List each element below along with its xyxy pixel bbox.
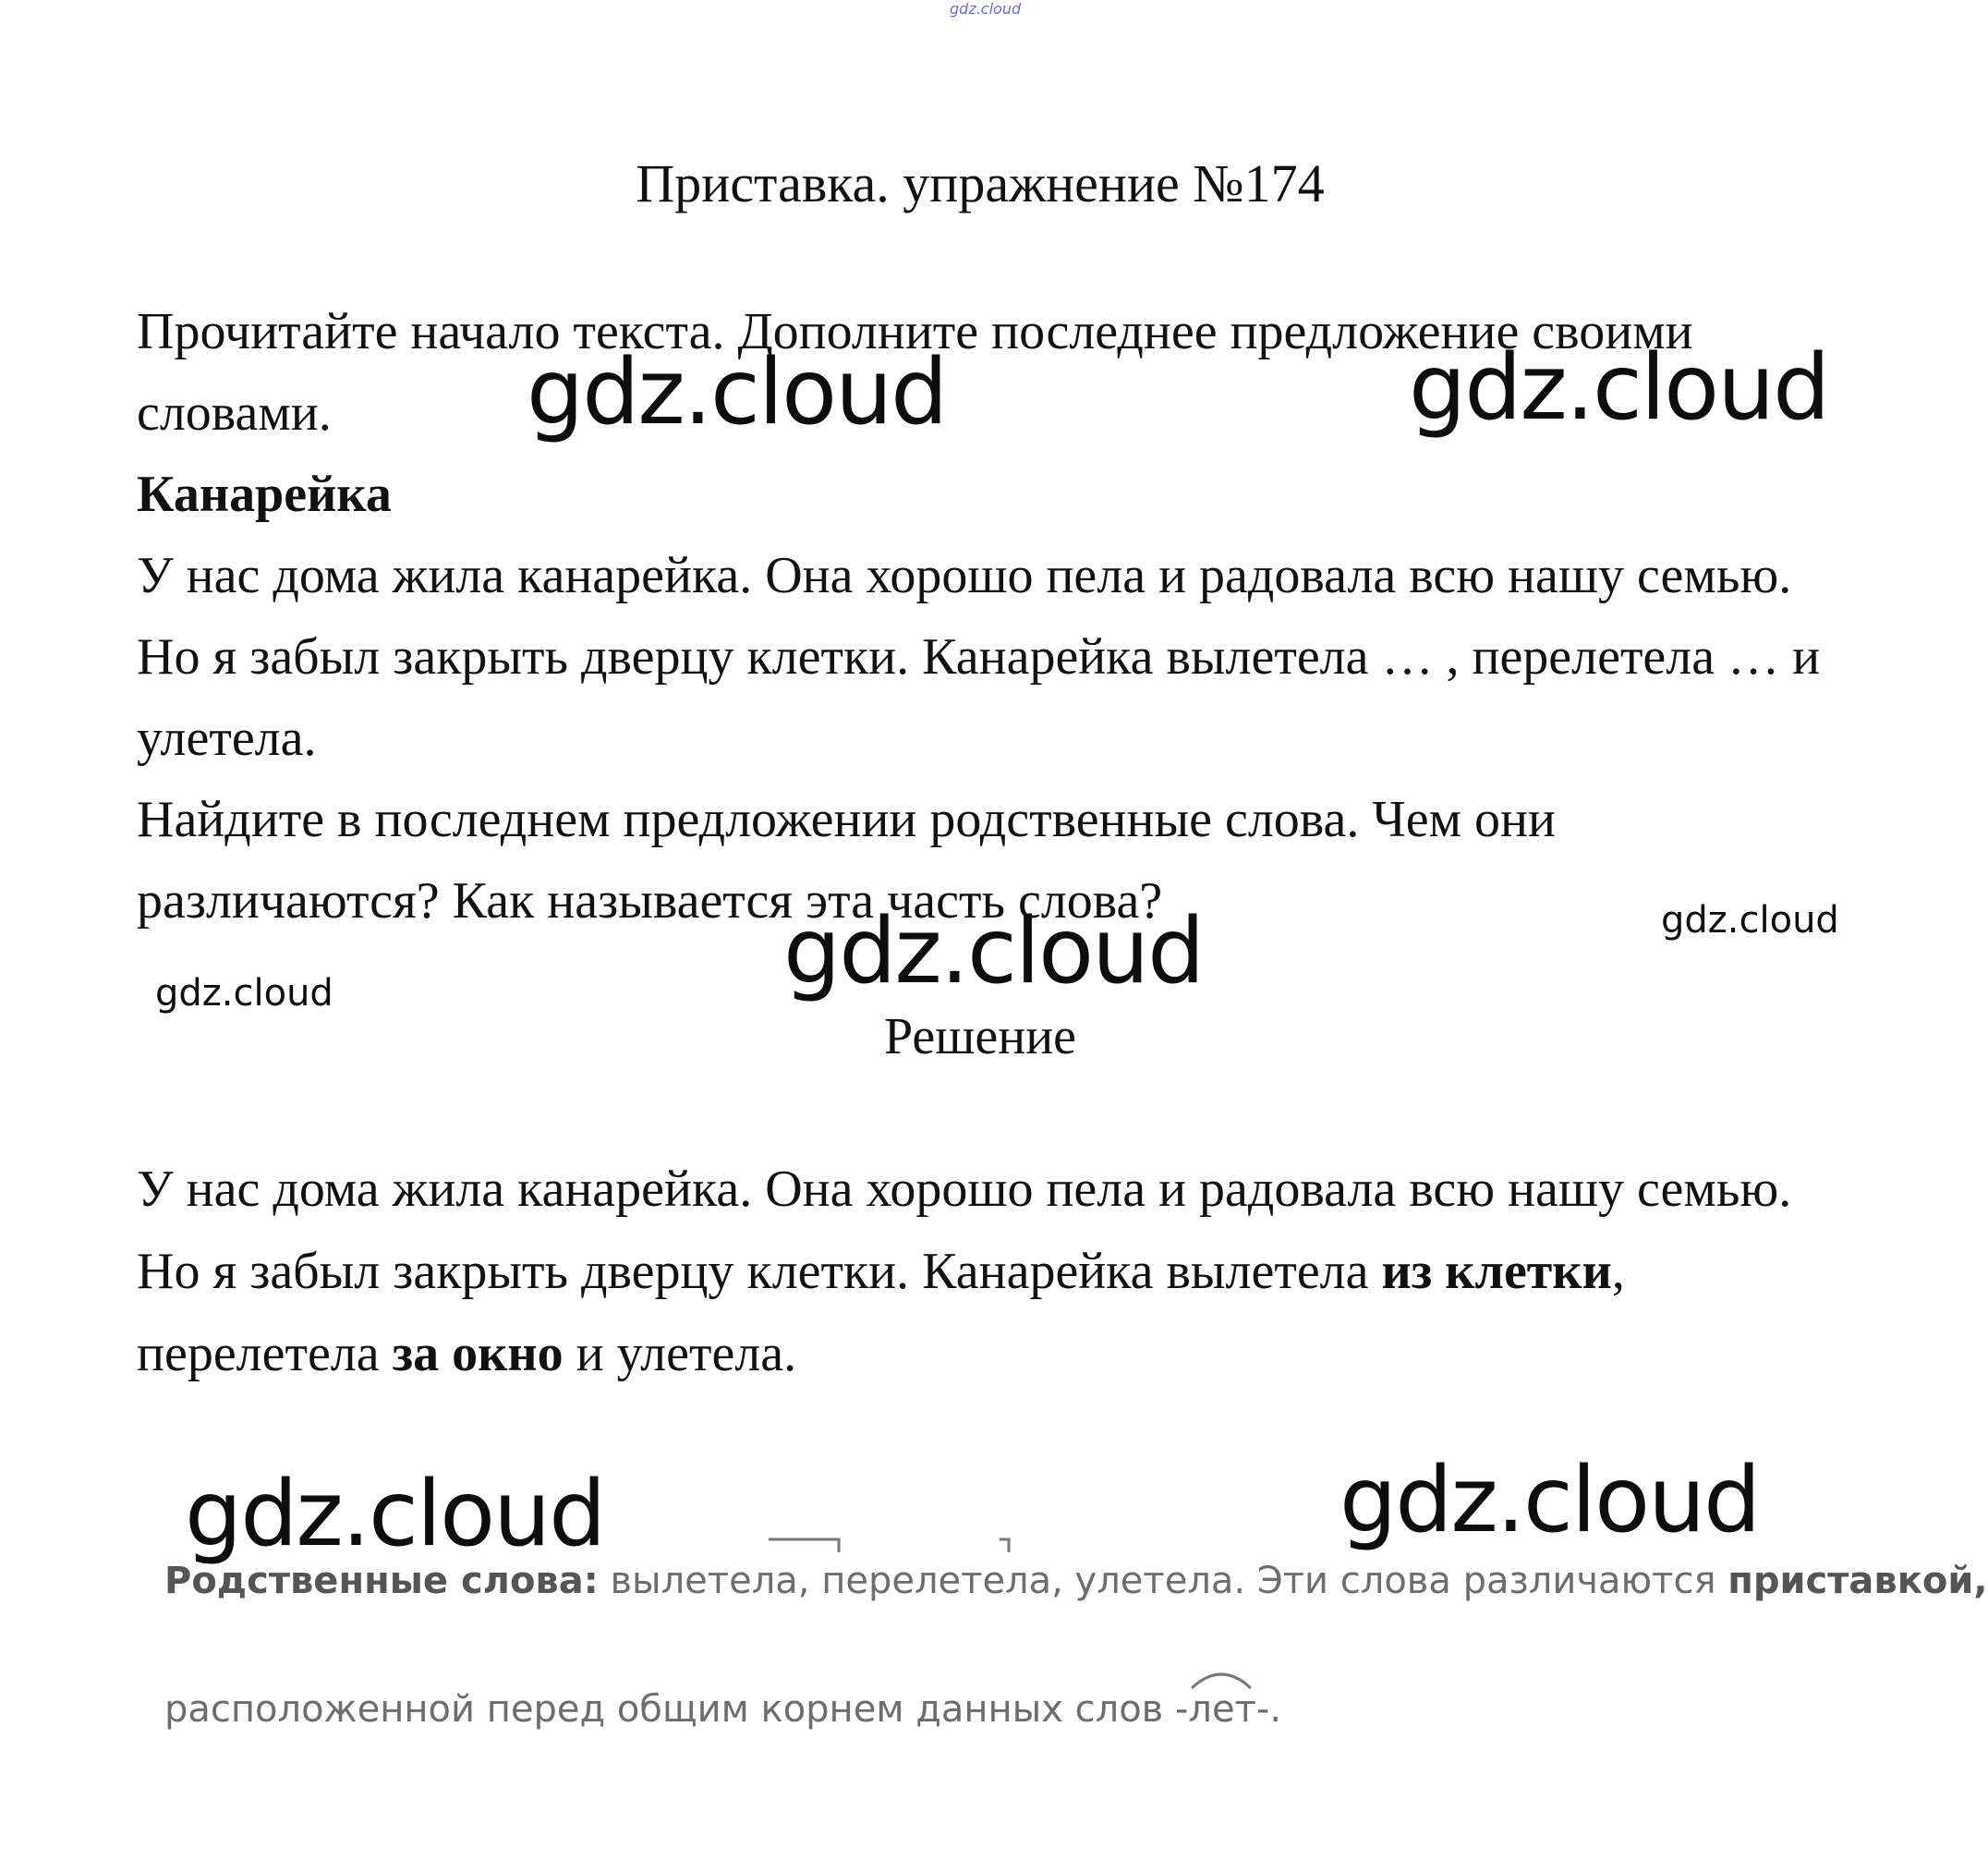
- answer-filled-1: из клетки: [1381, 1243, 1612, 1300]
- answer-block: [137, 1149, 1855, 1395]
- prefix-marks-graphic: [758, 1525, 1035, 1562]
- note-bold: приставкой,: [1727, 1560, 1988, 1602]
- page-title: Приставка. упражнение №174: [636, 153, 1325, 213]
- watermark: gdz.cloud: [783, 899, 1204, 1004]
- note-label: Родственные слова:: [164, 1560, 599, 1602]
- watermark: gdz.cloud: [1661, 899, 1839, 942]
- root-arc-icon: [1188, 1666, 1255, 1690]
- watermark: gdz.cloud: [1409, 335, 1829, 441]
- note-line-2: [164, 1688, 1901, 1731]
- watermark: gdz.cloud: [527, 340, 947, 445]
- answer-text: [137, 1149, 1855, 1395]
- task-instruction: Прочитайте начало текста. Дополните последнее предложение своими словами.: [137, 303, 1693, 442]
- answer-filled-2: за окно: [392, 1325, 564, 1382]
- note-line2-start: расположенной перед общим корнем данных слов: [164, 1688, 1175, 1731]
- note-dash-2: -.: [1255, 1688, 1282, 1731]
- top-watermark: gdz.cloud: [950, 0, 1022, 18]
- answer-part-3: и улетела.: [563, 1325, 797, 1382]
- watermark: gdz.cloud: [185, 1462, 605, 1567]
- answer-part-1: У нас дома жила канарейка. Она хорошо пела и радовала всю нашу семью. Но я забыл закрыть дверцу клетки. Канарейка вылетела: [137, 1161, 1792, 1300]
- answer-part-2: , перелетела: [137, 1243, 1625, 1382]
- text-heading: Канарейка: [137, 466, 392, 523]
- note-words: вылетела, перелетела, улетела. Эти слова различаются: [598, 1560, 1728, 1602]
- note-root: лет: [1188, 1688, 1256, 1731]
- watermark: gdz.cloud: [155, 972, 333, 1015]
- task-text: У нас дома жила канарейка. Она хорошо пела и радовала всю нашу семью. Но я забыл закрыть дверцу клетки. Канарейка вылетела … , перелетела … и улетела.: [137, 547, 1821, 767]
- task-question: Найдите в последнем предложении родственные слова. Чем они различаются? Как называется эта часть слова?: [137, 791, 1556, 930]
- solution-label: Решение: [883, 1008, 1077, 1065]
- note-dash-1: -: [1174, 1688, 1189, 1731]
- watermark: gdz.cloud: [1339, 1448, 1760, 1553]
- root-mark: [1188, 1688, 1255, 1731]
